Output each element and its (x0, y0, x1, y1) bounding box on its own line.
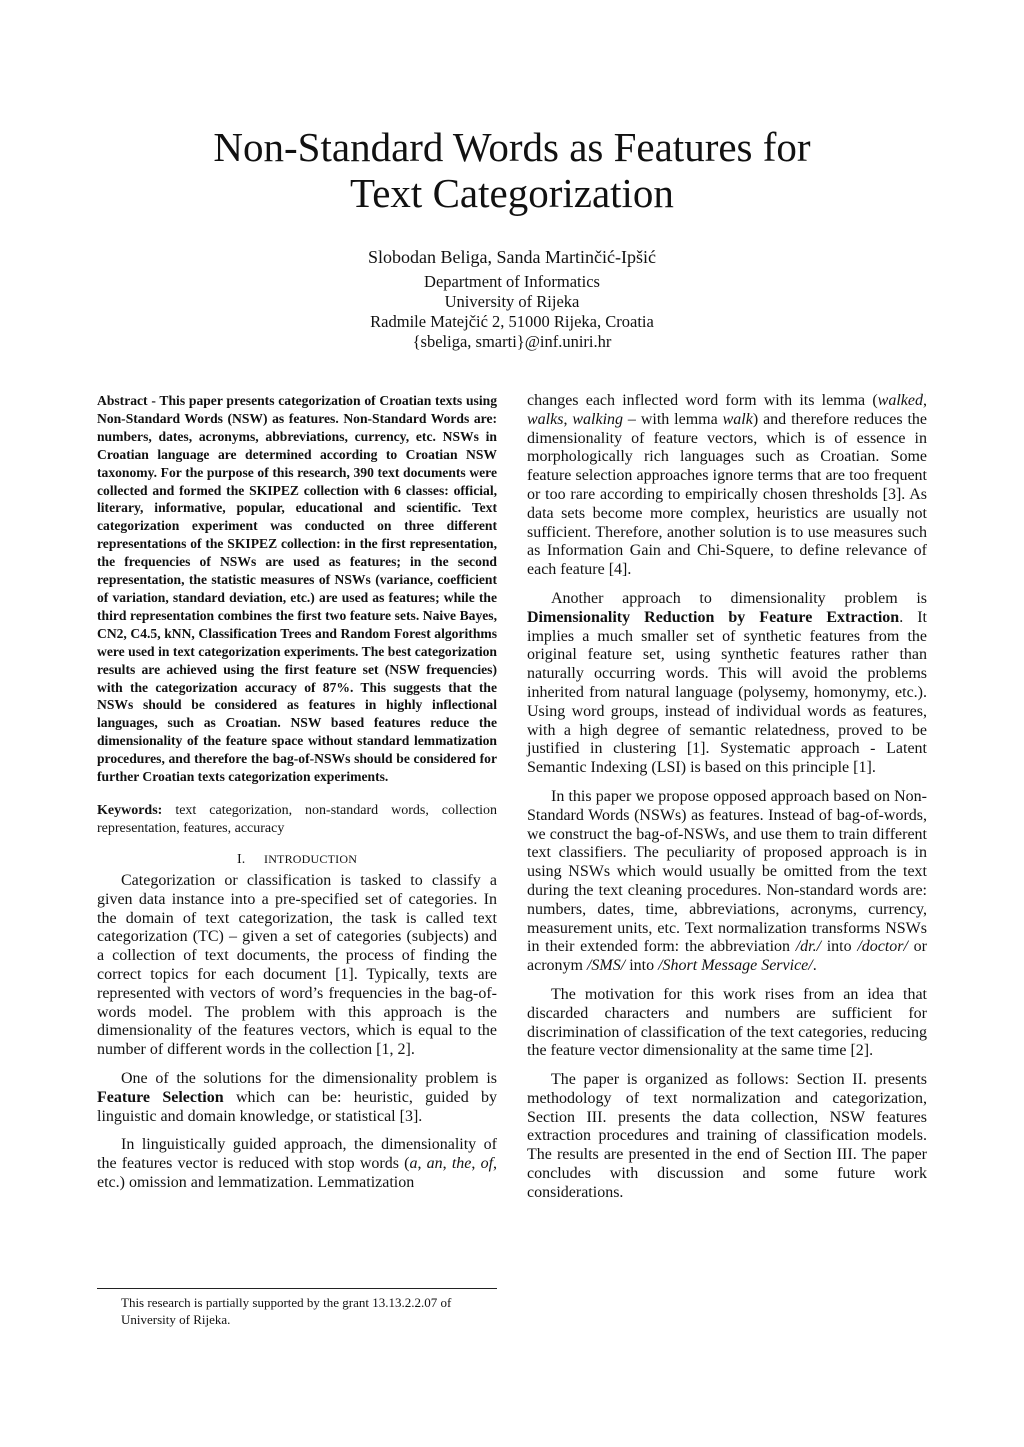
italic-term: an (426, 1155, 443, 1173)
abstract: Abstract - This paper presents categorization of Croatian texts using Non-Standard Words (NSW) as features. Non-Standard Words are: numbers, dates, acronyms, abbreviations, currency, etc. NSWs in Croatian language are determined according to Croatian NSW taxonomy. For the purpose of this research, 390 text documents were collected and formed the SKIPEZ collection with 6 classes: official, literary, informative, popular, educational and scientific. Text categorization experiment was conducted on three different representations of the SKIPEZ collection: in the first representation, the frequencies of NSWs are used as features; in the second representation, the statistic measures of NSWs (variance, coefficient of variation, standard deviation, etc.) are used as features; while the third representation combines the first two feature sets. Naive Bayes, CN2, C4.5, kNN, Classification Trees and Random Forest algorithms were used in text categorization experiments. The best categorization results are achieved using the first feature set (NSW frequencies) with the categorization accuracy of 87%. This suggests that the NSWs should be considered as features in highly inflectional languages, such as Croatian. NSW based features reduce the dimensionality of the feature space without standard lemmatization procedures, and therefore the bag-of-NSWs should be considered for further Croatian texts categorization experiments. (97, 393, 497, 785)
right-column (527, 392, 927, 1213)
section-heading-introduction (97, 852, 497, 868)
italic-term: walk (722, 410, 753, 428)
text-run: , (471, 1155, 481, 1173)
text-run: which can be: heuristic, guided by linguistic and domain knowledge, or statistical [3]. (97, 1088, 497, 1125)
text-run: or acronym (527, 938, 927, 975)
section-number: I. (236, 851, 246, 867)
intro-paragraph-3 (97, 1136, 497, 1192)
text-run: , (442, 1155, 452, 1173)
text-run: – with lemma (623, 410, 723, 428)
intro-paragraph-5 (527, 590, 927, 778)
title-line-1: Non-Standard Words as Features for (213, 124, 811, 170)
footnote-divider (97, 1288, 497, 1289)
bold-term-feature-selection: Feature Selection (97, 1088, 224, 1106)
text-run: Another approach to dimensionality problem is (551, 589, 927, 607)
text-run: , (417, 1155, 427, 1173)
text-run: , etc.) omission and lemmatization. Lemmatization (97, 1155, 498, 1191)
text-run: In this paper we propose opposed approach based on Non-Standard Words (NSWs) as features. Instead of bag-of-words, we construct the bag-of-NSWs, and use them to train different text classifiers. The peculiarity of proposed approach is in using NSWs which would usually be omitted from the text during the text cleaning procedures. Non-standard words are: numbers, dates, time, abbreviations, acronyms, currency, measurement units, etc. Text normalization transforms NSWs in their extended form: the abbreviation (527, 787, 927, 956)
text-run: changes each inflected word form with its lemma ( (527, 392, 878, 409)
text-run: . It implies a much smaller set of synthetic features from the original feature set, using synthetic features rather than naturally occurring words. This will avoid the problems inherited from natural language (polysemy, homonymy, etc.). Using word groups, instead of individual words as features, with a high degree of semantic relatedness, proved to be justified in clustering [1]. Systematic approach - Latent Semantic Indexing (LSI) is based on this principle [1]. (527, 608, 927, 777)
text-run: ) and therefore reduces the dimensionality of feature vectors, which is of essence in morphologically rich languages such as Croatian. Some feature selection approaches ignore terms that are too frequent or too rare according to empirically chosen thresholds [3]. As data sets become more complex, heuristics are usually not sufficient. Therefore, another solution is to use measures such as Information Gain and Chi-Squere, to define relevance of each feature [4]. (527, 410, 928, 579)
italic-term: /doctor/ (857, 938, 908, 956)
text-run: One of the solutions for the dimensionality problem is (121, 1069, 497, 1087)
italic-term: /Short Message Service/ (658, 957, 813, 975)
affiliation-email: {sbeliga, smarti}@inf.uniri.hr (412, 332, 612, 351)
italic-term: walking (572, 410, 624, 428)
section-title: INTRODUCTION (264, 851, 358, 866)
intro-paragraph-7: The motivation for this work rises from an idea that discarded characters and numbers are sufficient for discrimination of classification of the text categories, reducing the feature vector dimensionality at the same time [2]. (527, 985, 927, 1060)
text-run: In linguistically guided approach, the dimensionality of the features vector is reduced with stop words ( (97, 1136, 497, 1173)
title-line-2: Text Categorization (350, 170, 674, 216)
bold-term-feature-extraction: Dimensionality Reduction by Feature Extraction (527, 608, 900, 626)
intro-paragraph-8: The paper is organized as follows: Section II. presents methodology of text normalization and categorization, Section III. presents the data collection, NSW features extraction procedures and training of classification models. The results are presented in the end of Section III. The paper concludes with discussion and some future work considerations. (527, 1071, 927, 1201)
intro-paragraph-6 (527, 788, 927, 976)
affiliation-address: Radmile Matejčić 2, 51000 Rijeka, Croatia (370, 312, 654, 331)
affiliation-university: University of Rijeka (444, 292, 580, 311)
text-run: into (821, 938, 858, 956)
intro-paragraph-1: Categorization or classification is tasked to classify a given data instance into a pre-specified set of categories. In the domain of text categorization, the task is called text categorization (TC) – given a set of categories (subjects) and a collection of text documents, the process of finding the correct topics for each document [1]. Typically, texts are represented with vectors of word’s frequencies in the bag-of-words model. The problem with this approach is the dimensionality of the features vectors, which is equal to the number of different words in the collection [1, 2]. (97, 871, 497, 1059)
text-run: into (625, 957, 659, 975)
text-run: , (563, 410, 573, 428)
keywords-text: text categorization, non-standard words, collection representation, features, accuracy (97, 802, 498, 836)
italic-term: a (409, 1155, 418, 1173)
italic-term: walks (527, 410, 564, 428)
affiliation (0, 272, 1024, 352)
footnote: This research is partially supported by the grant 13.13.2.2.07 of University of Rijeka. (121, 1295, 452, 1327)
intro-paragraph-2 (97, 1070, 497, 1126)
paper-title (0, 124, 1024, 216)
italic-term: /SMS/ (586, 957, 626, 975)
italic-term: /dr./ (795, 938, 822, 956)
left-column (97, 392, 497, 1203)
italic-term: walked (877, 392, 923, 409)
text-run: , (923, 392, 927, 409)
intro-paragraph-4 (527, 392, 927, 580)
text-run: . (812, 957, 817, 975)
italic-term: the (451, 1155, 472, 1173)
authors: Slobodan Beliga, Sanda Martinčić-Ipšić (368, 247, 656, 267)
italic-term: of (480, 1155, 494, 1173)
keywords-label: Keywords: (97, 802, 163, 818)
keywords (97, 802, 497, 838)
affiliation-department: Department of Informatics (424, 272, 600, 291)
